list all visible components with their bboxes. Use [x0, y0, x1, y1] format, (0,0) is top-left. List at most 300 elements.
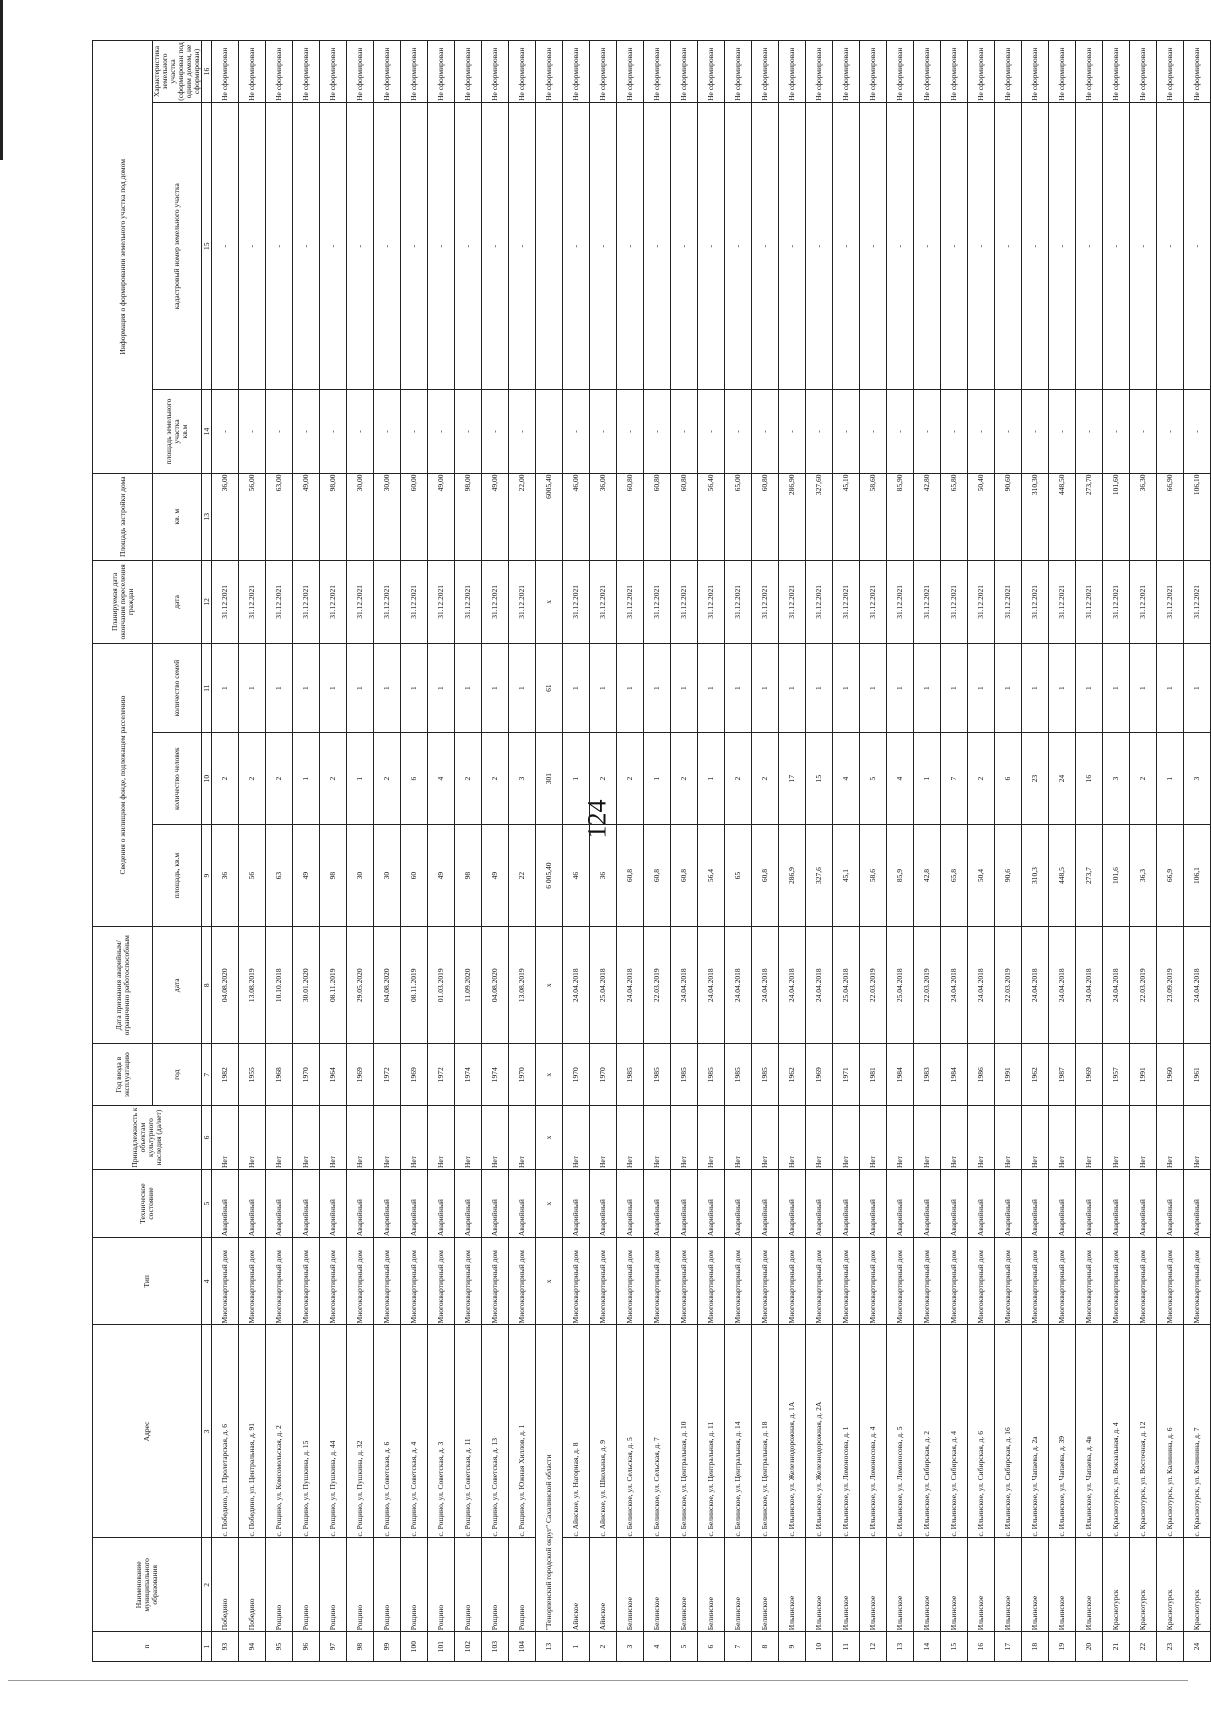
cell-char: Не сформирован [266, 41, 293, 103]
cell-type: Многоквартирный дом [1157, 1238, 1184, 1325]
cell-people: 24 [1049, 733, 1076, 825]
cell-char: Не сформирован [563, 41, 590, 103]
cell-address: с. Белинское, ул. Центральная, д. 10 [671, 1325, 698, 1538]
cell-mo: Рощино [428, 1538, 455, 1632]
cell-cadastral: - [1157, 102, 1184, 390]
cell-cadastral: - [806, 102, 833, 390]
cell-cadastral: - [455, 102, 482, 390]
cell-tech: Аварийный [1184, 1169, 1211, 1237]
cell-date: 24.04.2018 [806, 927, 833, 1044]
cell-mo: Белинское [671, 1538, 698, 1632]
cell-heritage: Нет [833, 1106, 860, 1170]
cell-heritage: Нет [590, 1106, 617, 1170]
cell-address: с. Белинское, ул. Центральная, д. 18 [752, 1325, 779, 1538]
cell-address: с. Победино, ул. Центральная, д. 91 [239, 1325, 266, 1538]
cell-cadastral: - [698, 102, 725, 390]
cell-date: 24.04.2018 [1184, 927, 1211, 1044]
cell-families: 1 [833, 643, 860, 732]
cell-heritage: Нет [482, 1106, 509, 1170]
col-num: 2 [202, 1538, 212, 1632]
cell-land-area: - [212, 390, 239, 473]
table-row [590, 41, 617, 1662]
cell-built: 310,30 [1022, 473, 1049, 560]
cell-people: 2 [617, 733, 644, 825]
cell-land-area: - [833, 390, 860, 473]
cell-cadastral: - [1022, 102, 1049, 390]
cell-tech: Аварийный [374, 1169, 401, 1237]
cell-char: Не сформирован [428, 41, 455, 103]
cell-cadastral: - [779, 102, 806, 390]
cell-address: с. Краснотурск, ул. Калинина, д. 6 [1157, 1325, 1184, 1538]
cell-year: 1970 [590, 1044, 617, 1106]
cell-n: 93 [212, 1632, 239, 1662]
cell-people: 1 [644, 733, 671, 825]
cell-heritage: Нет [1049, 1106, 1076, 1170]
cell-type: Многоквартирный дом [1130, 1238, 1157, 1325]
cell-char: Не сформирован [995, 41, 1022, 103]
cell-year: 1960 [1157, 1044, 1184, 1106]
cell-land-area: - [1184, 390, 1211, 473]
cell-people: 6 [401, 733, 428, 825]
cell-area: 106,1 [1184, 824, 1211, 926]
cell-families: 1 [752, 643, 779, 732]
cell-families: 1 [725, 643, 752, 732]
cell-char: Не сформирован [455, 41, 482, 103]
cell-people: 4 [833, 733, 860, 825]
cell-mo: Ильинское [914, 1538, 941, 1632]
cell-address: с. Рощино, ул. Пушкина, д. 32 [347, 1325, 374, 1538]
cell-address: с. Ильинское, ул. Сибирская, д. 4 [941, 1325, 968, 1538]
cell-type: Многоквартирный дом [860, 1238, 887, 1325]
cell-plan: 31.12.2021 [725, 560, 752, 643]
cell-plan: 31.12.2021 [833, 560, 860, 643]
cell-families: 1 [1184, 643, 1211, 732]
cell-char: Не сформирован [536, 41, 563, 103]
cell-char: Не сформирован [860, 41, 887, 103]
cell-tech: Аварийный [914, 1169, 941, 1237]
cell-area: 60,8 [644, 824, 671, 926]
cell-people: 2 [671, 733, 698, 825]
cell-date: 24.04.2018 [968, 927, 995, 1044]
cell-char: Не сформирован [941, 41, 968, 103]
table-row [320, 41, 347, 1662]
cell-heritage: Нет [1184, 1106, 1211, 1170]
header-n: п [93, 1632, 202, 1662]
cell-people: 5 [860, 733, 887, 825]
cell-mo: Ильинское [968, 1538, 995, 1632]
cell-cadastral: - [833, 102, 860, 390]
cell-built: 45,10 [833, 473, 860, 560]
cell-date: 23.09.2019 [1157, 927, 1184, 1044]
cell-n: 5 [671, 1632, 698, 1662]
cell-year: 1970 [293, 1044, 320, 1106]
cell-char: Не сформирован [320, 41, 347, 103]
cell-type: Многоквартирный дом [347, 1238, 374, 1325]
cell-heritage: Нет [563, 1106, 590, 1170]
cell-area: 56 [239, 824, 266, 926]
table-row [941, 41, 968, 1662]
cell-plan: 31.12.2021 [590, 560, 617, 643]
cell-tech: Аварийный [698, 1169, 725, 1237]
cell-year: 1986 [968, 1044, 995, 1106]
cell-mo: Ильинское [1076, 1538, 1103, 1632]
cell-year: 1969 [1076, 1044, 1103, 1106]
cell-families: 1 [1049, 643, 1076, 732]
table-row [428, 41, 455, 1662]
cell-year: 1991 [1130, 1044, 1157, 1106]
cell-cadastral: - [374, 102, 401, 390]
cell-families: 1 [590, 643, 617, 732]
cell-families: 1 [1157, 643, 1184, 732]
cell-tech: Аварийный [995, 1169, 1022, 1237]
cell-families: 1 [779, 643, 806, 732]
cell-n: 9 [779, 1632, 806, 1662]
cell-date: 24.04.2018 [1076, 927, 1103, 1044]
cell-address: с. Ильинское, ул. Сибирская, д. 6 [968, 1325, 995, 1538]
cell-heritage: Нет [347, 1106, 374, 1170]
cell-mo: Ильинское [833, 1538, 860, 1632]
col-num: 7 [202, 1044, 212, 1106]
cell-area: 85,9 [887, 824, 914, 926]
header-people: количество человек [153, 733, 202, 825]
cell-tech: Аварийный [590, 1169, 617, 1237]
cell-mo: Белинское [752, 1538, 779, 1632]
cell-people: 3 [1184, 733, 1211, 825]
cell-land-area: - [914, 390, 941, 473]
cell-mo: Ильинское [779, 1538, 806, 1632]
cell-year: 1991 [995, 1044, 1022, 1106]
cell-type: Многоквартирный дом [1103, 1238, 1130, 1325]
cell-year: x [536, 1044, 563, 1106]
cell-heritage: Нет [779, 1106, 806, 1170]
cell-families: 1 [1076, 643, 1103, 732]
cell-area: 98 [455, 824, 482, 926]
cell-date: 08.11.2019 [320, 927, 347, 1044]
cell-year: 1974 [482, 1044, 509, 1106]
cell-built: 98,00 [320, 473, 347, 560]
cell-tech: Аварийный [671, 1169, 698, 1237]
cell-type: Многоквартирный дом [698, 1238, 725, 1325]
cell-plan: 31.12.2021 [563, 560, 590, 643]
cell-date: 24.04.2018 [617, 927, 644, 1044]
cell-land-area: - [779, 390, 806, 473]
cell-built: 65,00 [725, 473, 752, 560]
header-type: Тип [93, 1238, 202, 1325]
cell-plan: 31.12.2021 [1184, 560, 1211, 643]
cell-plan: 31.12.2021 [1076, 560, 1103, 643]
cell-date: x [536, 927, 563, 1044]
cell-built: 106,10 [1184, 473, 1211, 560]
cell-plan: 31.12.2021 [860, 560, 887, 643]
cell-built: 56,40 [698, 473, 725, 560]
cell-land-area: - [995, 390, 1022, 473]
cell-n: 16 [968, 1632, 995, 1662]
cell-char: Не сформирован [482, 41, 509, 103]
cell-date: 04.08.2020 [212, 927, 239, 1044]
cell-cadastral: - [1184, 102, 1211, 390]
cell-land-area: - [806, 390, 833, 473]
cell-tech: Аварийный [887, 1169, 914, 1237]
cell-plan: 31.12.2021 [995, 560, 1022, 643]
cell-date: 24.04.2018 [671, 927, 698, 1044]
cell-plan: x [536, 560, 563, 643]
cell-date: 24.04.2018 [1049, 927, 1076, 1044]
cell-plan: 31.12.2021 [1157, 560, 1184, 643]
cell-tech: Аварийный [212, 1169, 239, 1237]
cell-heritage: Нет [644, 1106, 671, 1170]
cell-people: 23 [1022, 733, 1049, 825]
cell-char: Не сформирован [887, 41, 914, 103]
cell-year: 1985 [752, 1044, 779, 1106]
cell-char: Не сформирован [239, 41, 266, 103]
cell-date: 24.04.2018 [1022, 927, 1049, 1044]
table-row [212, 41, 239, 1662]
header-tech: Техническое состояние [93, 1169, 202, 1237]
cell-year: 1982 [212, 1044, 239, 1106]
cell-type: Многоквартирный дом [374, 1238, 401, 1325]
cell-families: 1 [698, 643, 725, 732]
cell-families: 1 [401, 643, 428, 732]
cell-year: 1962 [779, 1044, 806, 1106]
cell-date: 25.04.2018 [833, 927, 860, 1044]
cell-n: 3 [617, 1632, 644, 1662]
table-row [887, 41, 914, 1662]
cell-heritage: Нет [293, 1106, 320, 1170]
cell-char: Не сформирован [401, 41, 428, 103]
cell-cadastral: - [644, 102, 671, 390]
cell-cadastral: - [860, 102, 887, 390]
cell-heritage: Нет [698, 1106, 725, 1170]
cell-families: 1 [941, 643, 968, 732]
table-row [725, 41, 752, 1662]
cell-tech: Аварийный [1157, 1169, 1184, 1237]
cell-tech: Аварийный [1049, 1169, 1076, 1237]
cell-tech: Аварийный [752, 1169, 779, 1237]
table-row [482, 41, 509, 1662]
cell-people: 1 [347, 733, 374, 825]
cell-families: 1 [671, 643, 698, 732]
cell-plan: 31.12.2021 [779, 560, 806, 643]
cell-address: с. Рощино, ул. Пушкина, д. 44 [320, 1325, 347, 1538]
cell-cadastral: - [617, 102, 644, 390]
cell-mo: Победино [239, 1538, 266, 1632]
cell-built: 49,00 [482, 473, 509, 560]
cell-plan: 31.12.2021 [401, 560, 428, 643]
cell-built: 286,90 [779, 473, 806, 560]
cell-people: 301 [536, 733, 563, 825]
cell-area: 36,3 [1130, 824, 1157, 926]
cell-heritage: Нет [320, 1106, 347, 1170]
cell-area: 36 [212, 824, 239, 926]
cell-char: Не сформирован [1049, 41, 1076, 103]
cell-families: 1 [914, 643, 941, 732]
cell-built: 101,60 [1103, 473, 1130, 560]
col-num: 3 [202, 1325, 212, 1538]
cell-tech: Аварийный [428, 1169, 455, 1237]
table-row [509, 41, 536, 1662]
cell-char: Не сформирован [914, 41, 941, 103]
cell-families: 1 [968, 643, 995, 732]
cell-families: 1 [509, 643, 536, 732]
cell-land-area: - [266, 390, 293, 473]
cell-tech: Аварийный [968, 1169, 995, 1237]
rotated-table-container [92, 40, 1204, 1662]
cell-mo: Рощино [509, 1538, 536, 1632]
cell-n: 18 [1022, 1632, 1049, 1662]
cell-built: 98,00 [455, 473, 482, 560]
cell-cadastral: - [887, 102, 914, 390]
header-land-area [153, 390, 202, 473]
cell-built: 58,60 [860, 473, 887, 560]
cell-heritage: Нет [374, 1106, 401, 1170]
cell-plan: 31.12.2021 [968, 560, 995, 643]
cell-year: 1985 [671, 1044, 698, 1106]
cell-built: 6005,40 [536, 473, 563, 560]
cell-address: с. Ильинское, ул. Ломоносова, д. 5 [887, 1325, 914, 1538]
cell-heritage: Нет [401, 1106, 428, 1170]
table-row [752, 41, 779, 1662]
cell-type: Многоквартирный дом [1022, 1238, 1049, 1325]
cell-type: Многоквартирный дом [644, 1238, 671, 1325]
cell-heritage: Нет [1103, 1106, 1130, 1170]
cell-built: 49,00 [293, 473, 320, 560]
table-row [1130, 41, 1157, 1662]
cell-plan: 31.12.2021 [698, 560, 725, 643]
cell-people: 17 [779, 733, 806, 825]
header-land-group [93, 41, 153, 474]
cell-land-area: - [671, 390, 698, 473]
cell-people: 15 [806, 733, 833, 825]
cell-people: 1 [698, 733, 725, 825]
cell-cadastral: - [1130, 102, 1157, 390]
table-row [374, 41, 401, 1662]
cell-plan: 31.12.2021 [347, 560, 374, 643]
cell-n: 99 [374, 1632, 401, 1662]
cell-area: 65,8 [941, 824, 968, 926]
cell-tech: Аварийный [320, 1169, 347, 1237]
cell-cadastral: - [212, 102, 239, 390]
cell-n: 17 [995, 1632, 1022, 1662]
cell-mo: Краснотурск [1130, 1538, 1157, 1632]
cell-land-area: - [320, 390, 347, 473]
cell-tech: x [536, 1169, 563, 1237]
cell-cadastral: - [509, 102, 536, 390]
cell-address: с. Рощино, ул. Южная Хиллов, д. 1 [509, 1325, 536, 1538]
cell-year: 1970 [509, 1044, 536, 1106]
col-num: 11 [202, 643, 212, 732]
cell-cadastral: - [239, 102, 266, 390]
cell-type: Многоквартирный дом [941, 1238, 968, 1325]
cell-area: 22 [509, 824, 536, 926]
cell-year: 1984 [941, 1044, 968, 1106]
cell-address: с. Рощино, ул. Советская, д. 6 [374, 1325, 401, 1538]
table-row [266, 41, 293, 1662]
header-year: год [153, 1044, 202, 1106]
table-row [833, 41, 860, 1662]
cell-year: 1983 [914, 1044, 941, 1106]
cell-type: Многоквартирный дом [1184, 1238, 1211, 1325]
cell-char: Не сформирован [752, 41, 779, 103]
cell-heritage: Нет [428, 1106, 455, 1170]
cell-cadastral: - [401, 102, 428, 390]
cell-heritage: Нет [968, 1106, 995, 1170]
cell-cadastral: - [1103, 102, 1130, 390]
cell-mo: Ильинское [860, 1538, 887, 1632]
cell-area: 310,3 [1022, 824, 1049, 926]
cell-year: 1984 [887, 1044, 914, 1106]
cell-cadastral: - [968, 102, 995, 390]
cell-families: 1 [644, 643, 671, 732]
cell-n: 100 [401, 1632, 428, 1662]
cell-land-area: - [860, 390, 887, 473]
header-char: Характеристика земельного участка (сформирован под одним домом, не сформирован) [152, 42, 201, 101]
cell-address: с. Рощино, ул. Комсомольская, д. 2 [266, 1325, 293, 1538]
cell-mo: Рощино [347, 1538, 374, 1632]
table-row [671, 41, 698, 1662]
cell-built: 36,30 [1130, 473, 1157, 560]
cell-built: 46,00 [563, 473, 590, 560]
cell-land-area: - [590, 390, 617, 473]
cell-tech: Аварийный [239, 1169, 266, 1237]
cell-cadastral: - [671, 102, 698, 390]
cell-plan: 31.12.2021 [293, 560, 320, 643]
cell-type: Многоквартирный дом [239, 1238, 266, 1325]
cell-type: Многоквартирный дом [320, 1238, 347, 1325]
header-families: количество семей [153, 643, 202, 732]
cell-n: 96 [293, 1632, 320, 1662]
cell-type: Многоквартирный дом [887, 1238, 914, 1325]
cell-area: 46 [563, 824, 590, 926]
cell-year: 1972 [374, 1044, 401, 1106]
cell-built: 60,00 [401, 473, 428, 560]
cell-families: 1 [293, 643, 320, 732]
cell-built: 60,80 [617, 473, 644, 560]
cell-subtotal-label: "Тенорпенский городской округ" Сахалинской области [536, 1325, 563, 1632]
cell-people: 4 [428, 733, 455, 825]
cell-type: Многоквартирный дом [995, 1238, 1022, 1325]
cell-heritage: Нет [671, 1106, 698, 1170]
cell-tech: Аварийный [266, 1169, 293, 1237]
cell-land-area: - [725, 390, 752, 473]
cell-char: Не сформирован [725, 41, 752, 103]
cell-area: 36 [590, 824, 617, 926]
cell-n: 23 [1157, 1632, 1184, 1662]
cell-year: 1987 [1049, 1044, 1076, 1106]
cell-tech: Аварийный [1103, 1169, 1130, 1237]
cell-n: 2 [590, 1632, 617, 1662]
cell-heritage: Нет [212, 1106, 239, 1170]
cell-built: 49,00 [428, 473, 455, 560]
table-row [1049, 41, 1076, 1662]
cell-people: 2 [320, 733, 347, 825]
cell-n: 14 [914, 1632, 941, 1662]
cell-plan: 31.12.2021 [1130, 560, 1157, 643]
header-cadastral: кадастровый номер земельного участка [153, 102, 202, 390]
cell-tech: Аварийный [455, 1169, 482, 1237]
table-row [1022, 41, 1049, 1662]
cell-date: 25.04.2018 [590, 927, 617, 1044]
cell-built: 66,90 [1157, 473, 1184, 560]
cell-tech: Аварийный [941, 1169, 968, 1237]
cell-land-area: - [374, 390, 401, 473]
cell-land-area: - [347, 390, 374, 473]
cell-cadastral: - [914, 102, 941, 390]
header-address: Адрес [93, 1325, 202, 1538]
table-row [617, 41, 644, 1662]
cell-mo: Рощино [455, 1538, 482, 1632]
cell-year: 1985 [617, 1044, 644, 1106]
cell-char: Не сформирован [698, 41, 725, 103]
